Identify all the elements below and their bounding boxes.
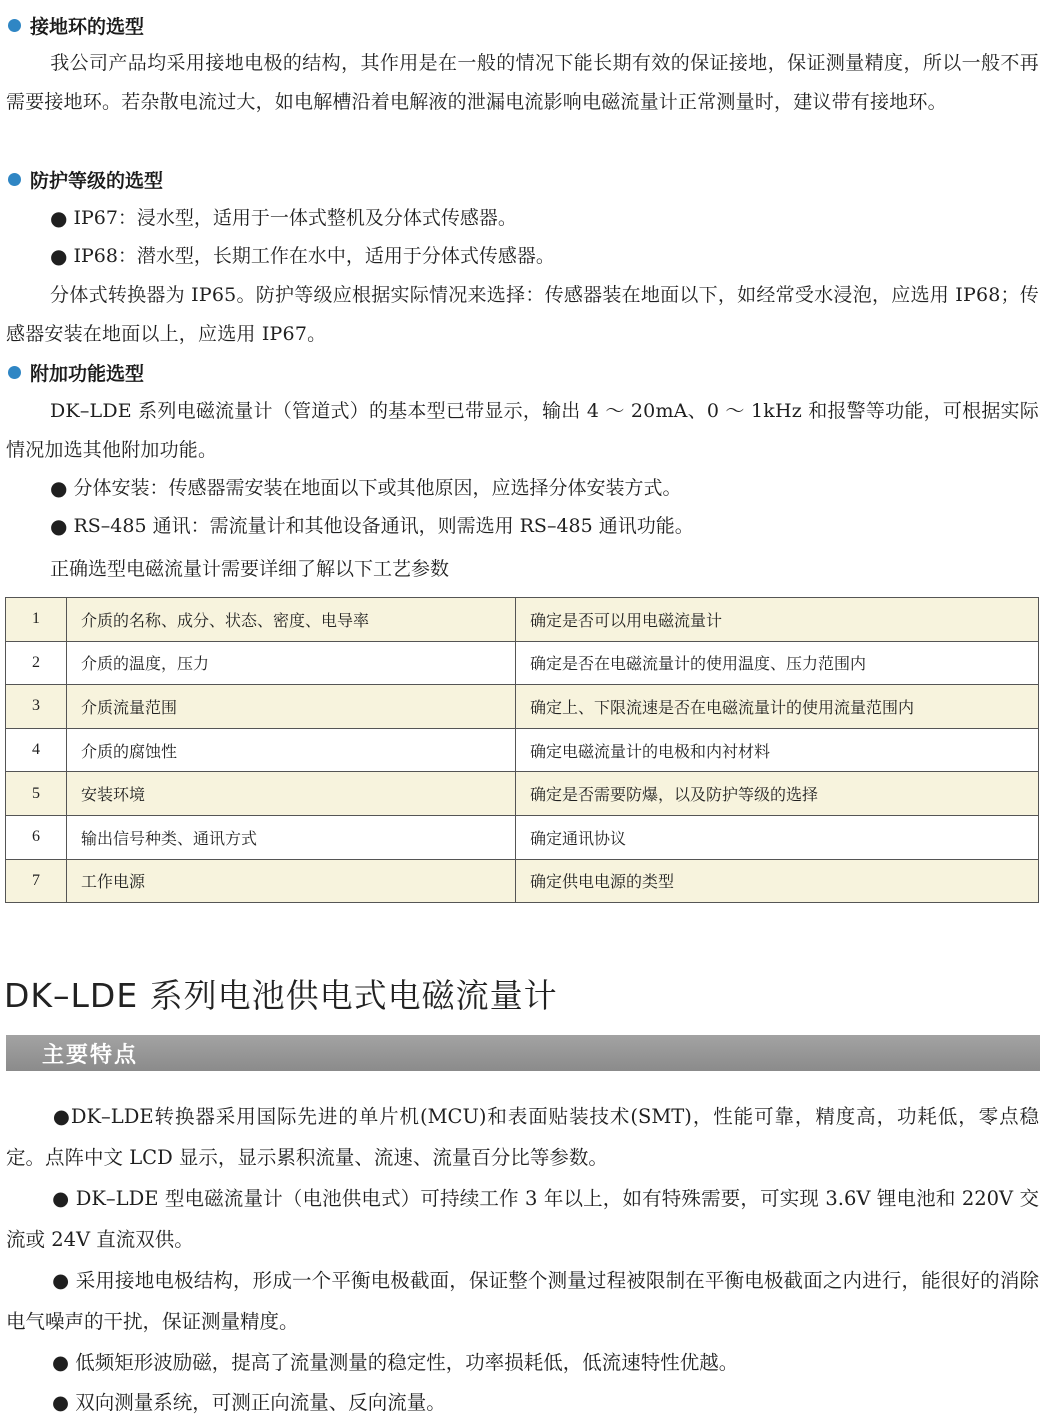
purpose-cell: 确定通讯协议 [516, 815, 1039, 859]
params-table [5, 597, 1039, 903]
purpose-cell: 确定是否需要防爆，以及防护等级的选择 [516, 772, 1039, 816]
param-cell: 工作电源 [67, 859, 516, 903]
bullet-dot-icon [8, 366, 21, 379]
purpose-cell: 确定是否在电磁流量计的使用温度、压力范围内 [516, 641, 1039, 685]
param-cell: 介质的腐蚀性 [67, 728, 516, 772]
bullet-icon: ● [52, 1269, 70, 1292]
bullet-icon: ● [50, 206, 68, 230]
features-bar [6, 1035, 1040, 1071]
addon-bullet-2: ● RS–485 通讯：需流量计和其他设备通讯，则需选用 RS–485 通讯功能。 [50, 507, 694, 545]
table-row [6, 772, 1039, 816]
purpose-cell: 确定是否可以用电磁流量计 [516, 598, 1039, 642]
param-cell: 介质的温度，压力 [67, 641, 516, 685]
section-heading-grounding: 接地环的选型 [8, 10, 144, 40]
purpose-cell: 确定供电电源的类型 [516, 859, 1039, 903]
addon-paragraph: DK–LDE 系列电磁流量计（管道式）的基本型已带显示，输出 4 ～ 20mA、0 ～ 1kHz 和报警等功能，可根据实际情况加选其他附加功能。 [6, 400, 1039, 461]
protection-bullet-2: ● IP68：潜水型，长期工作在水中，适用于分体式传感器。 [50, 237, 555, 275]
bullet-icon: ● [52, 1391, 70, 1414]
row-number: 5 [6, 772, 67, 816]
bullet-dot-icon [8, 19, 21, 32]
row-number: 6 [6, 815, 67, 859]
row-number: 7 [6, 859, 67, 903]
grounding-paragraph: 我公司产品均采用接地电极的结构，其作用是在一般的情况下能长期有效的保证接地，保证测量精度，所以一般不再需要接地环。若杂散电流过大，如电解槽沿着电解液的泄漏电流影响电磁流量计正常测量时，建议带有接地环。 [6, 52, 1039, 113]
bullet-icon: ● [52, 1105, 71, 1128]
row-number: 1 [6, 598, 67, 642]
protection-bullet-1: ● IP67：浸水型，适用于一体式整机及分体式传感器。 [50, 199, 517, 237]
bullet-icon: ● [50, 244, 68, 268]
param-cell: 介质的名称、成分、状态、密度、电导率 [67, 598, 516, 642]
product-title: DK–LDE 系列电池供电式电磁流量计 [4, 976, 558, 1015]
feature-item: ●DK–LDE转换器采用国际先进的单片机(MCU)和表面贴装技术(SMT)，性能可靠，精度高，功耗低，零点稳定。点阵中文 LCD 显示，显示累积流量、流速、流量百分比等参数。 [6, 1105, 1040, 1169]
table-row [6, 685, 1039, 729]
bullet-icon: ● [50, 514, 68, 538]
table-row [6, 728, 1039, 772]
feature-item: ● 双向测量系统，可测正向流量、反向流量。 [52, 1391, 446, 1414]
bullet-icon: ● [50, 476, 68, 500]
row-number: 2 [6, 641, 67, 685]
param-cell: 输出信号种类、通讯方式 [67, 815, 516, 859]
bullet-icon: ● [52, 1187, 70, 1210]
table-row [6, 598, 1039, 642]
bullet-icon: ● [52, 1351, 70, 1374]
row-number: 4 [6, 728, 67, 772]
param-cell: 安装环境 [67, 772, 516, 816]
features-bar-label: 主要特点 [42, 1042, 139, 1068]
table-row [6, 641, 1039, 685]
bullet-dot-icon [8, 173, 21, 186]
purpose-cell: 确定上、下限流速是否在电磁流量计的使用流量范围内 [516, 685, 1039, 729]
table-row [6, 859, 1039, 903]
addon-bullet-1: ● 分体安装：传感器需安装在地面以下或其他原因，应选择分体安装方式。 [50, 469, 681, 507]
feature-item: ● 低频矩形波励磁，提高了流量测量的稳定性，功率损耗低，低流速特性优越。 [52, 1351, 739, 1374]
row-number: 3 [6, 685, 67, 729]
param-cell: 介质流量范围 [67, 685, 516, 729]
purpose-cell: 确定电磁流量计的电极和内衬材料 [516, 728, 1039, 772]
feature-item: ● 采用接地电极结构，形成一个平衡电极截面，保证整个测量过程被限制在平衡电极截面之内进行，能很好的消除电气噪声的干扰，保证测量精度。 [6, 1269, 1039, 1333]
protection-paragraph: 分体式转换器为 IP65。防护等级应根据实际情况来选择：传感器装在地面以下，如经常受水浸泡，应选用 IP68；传感器安装在地面以上，应选用 IP67。 [6, 284, 1039, 345]
section-heading-protection: 防护等级的选型 [8, 164, 163, 194]
feature-item: ● DK–LDE 型电磁流量计（电池供电式）可持续工作 3 年以上，如有特殊需要，可实现 3.6V 锂电池和 220V 交流或 24V 直流双供。 [6, 1187, 1040, 1251]
section-heading-addon: 附加功能选型 [8, 357, 144, 387]
table-intro: 正确选型电磁流量计需要详细了解以下工艺参数 [50, 558, 450, 580]
table-row [6, 815, 1039, 859]
